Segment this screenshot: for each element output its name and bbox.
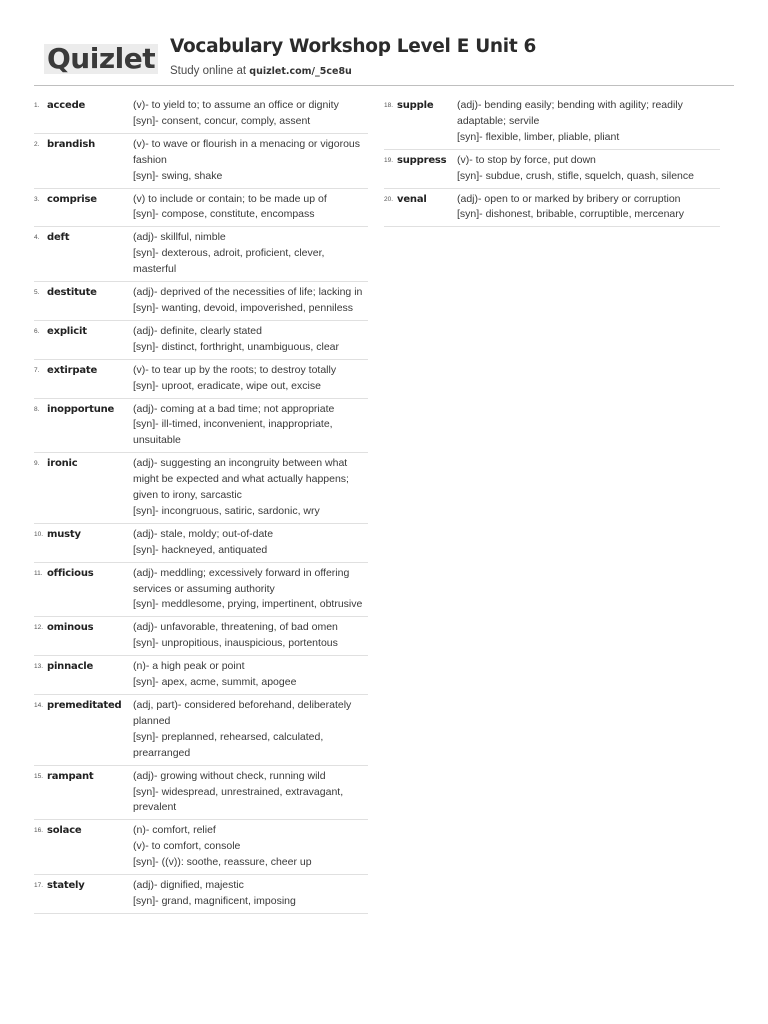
term-word: inopportune (47, 403, 115, 415)
term-number: 19. (384, 156, 394, 164)
term-row (34, 189, 368, 228)
term-definition: (adj)- definite, clearly stated [syn]- distinct, forthright, unambiguous, clear (133, 324, 340, 353)
term-number: 3. (34, 195, 40, 203)
term-word: premeditated (47, 700, 122, 711)
term-word: rampant (47, 770, 94, 782)
term-row (34, 820, 368, 875)
term-row (34, 399, 368, 454)
header-divider (34, 85, 734, 86)
subtitle-prefix: Study online at (170, 65, 250, 77)
term-definition: (adj)- coming at a bad time; not appropriate [syn]- ill-timed, inconvenient, inappropriate, unsuitable (133, 402, 335, 447)
term-number: 11. (34, 569, 43, 577)
term-row (34, 321, 368, 360)
term-word: suppress (397, 154, 447, 166)
term-number: 2. (34, 140, 40, 148)
term-word: extirpate (47, 364, 98, 376)
term-definition: (v) to include or contain; to be made up of [syn]- compose, constitute, encompass (133, 192, 327, 221)
term-row (384, 150, 720, 189)
page-header (34, 36, 734, 86)
term-number: 6. (34, 327, 40, 335)
quizlet-logo: Quizlet (44, 44, 158, 74)
term-definition: (adj)- open to or marked by bribery or corruption [syn]- dishonest, bribable, corruptible, mercenary (457, 192, 685, 221)
term-word: venal (397, 193, 427, 205)
term-word: accede (47, 100, 86, 111)
term-word: explicit (47, 325, 87, 337)
term-word: officious (47, 567, 94, 579)
term-row (34, 282, 368, 321)
study-online-line (170, 65, 352, 77)
term-row (34, 134, 368, 189)
term-definition: (adj)- dignified, majestic [syn]- grand, magnificent, imposing (133, 879, 296, 907)
term-row (34, 360, 368, 399)
term-number: 18. (384, 102, 394, 109)
term-word: deft (47, 232, 70, 244)
term-number: 1. (34, 102, 40, 109)
term-number: 4. (34, 234, 40, 242)
term-definition: (adj)- meddling; excessively forward in offering services or assuming authority [syn]- meddlesome, prying, impertinent, obtrusive (133, 566, 363, 611)
left-term-column (34, 95, 368, 914)
term-row (384, 189, 720, 228)
term-number: 14. (34, 702, 44, 709)
term-word: supple (397, 100, 434, 111)
term-word: pinnacle (47, 661, 94, 673)
term-row (34, 695, 368, 766)
term-definition: (v)- to yield to; to assume an office or dignity [syn]- consent, concur, comply, assent (133, 99, 339, 127)
term-row (34, 617, 368, 656)
term-number: 9. (34, 460, 40, 468)
term-number: 16. (34, 827, 44, 835)
term-row (34, 766, 368, 821)
study-set-link[interactable]: quizlet.com/_5ce8u (249, 66, 352, 77)
term-definition: (adj)- suggesting an incongruity between what might be expected and what actually happens; given to irony, sarcastic [syn]- incongruous, satiric, sardonic, wry (133, 457, 349, 517)
term-definition: (adj)- deprived of the necessities of life; lacking in [syn]- wanting, devoid, impoverished, penniless (133, 286, 363, 314)
term-number: 7. (34, 366, 40, 374)
term-word: musty (47, 528, 81, 540)
page-title: Vocabulary Workshop Level E Unit 6 (170, 36, 537, 57)
term-number: 17. (34, 882, 44, 890)
term-word: comprise (47, 193, 97, 205)
term-definition: (v)- to stop by force, put down [syn]- subdue, crush, stifle, squelch, quash, silence (457, 153, 694, 182)
term-definition: (v)- to tear up by the roots; to destroy totally [syn]- uproot, eradicate, wipe out, excise (133, 363, 337, 392)
term-word: destitute (47, 287, 97, 299)
term-row (34, 563, 368, 618)
term-definition: (n)- comfort, relief (v)- to comfort, console [syn]- ((v)): soothe, reassure, cheer up (133, 824, 312, 869)
term-definition: (adj)- unfavorable, threatening, of bad omen [syn]- unpropitious, inauspicious, portentous (133, 621, 338, 650)
term-number: 10. (34, 530, 44, 538)
term-definition: (adj)- bending easily; bending with agility; readily adaptable; servile [syn]- flexible, limber, pliable, pliant (457, 99, 683, 143)
term-number: 12. (34, 624, 44, 632)
term-word: solace (47, 825, 82, 837)
term-row (34, 875, 368, 914)
term-definition: (adj, part)- considered beforehand, deliberately planned [syn]- preplanned, rehearsed, calculated, prearranged (133, 699, 352, 759)
term-row (34, 95, 368, 134)
term-row (384, 95, 720, 150)
term-definition: (n)- a high peak or point [syn]- apex, acme, summit, apogee (133, 660, 297, 689)
term-definition: (adj)- stale, moldy; out-of-date [syn]- hackneyed, antiquated (133, 527, 274, 556)
right-term-column (384, 95, 720, 227)
term-definition: (adj)- skillful, nimble [syn]- dexterous, adroit, proficient, clever, masterful (133, 231, 325, 276)
term-number: 15. (34, 772, 44, 780)
term-row (34, 656, 368, 695)
term-word: brandish (47, 138, 96, 150)
term-word: ironic (47, 458, 78, 470)
term-row (34, 524, 368, 563)
term-definition: (v)- to wave or flourish in a menacing or vigorous fashion [syn]- swing, shake (133, 137, 361, 182)
term-word: stately (47, 880, 85, 892)
term-number: 13. (34, 663, 44, 671)
term-number: 20. (384, 195, 394, 203)
term-number: 5. (34, 289, 40, 297)
term-row (34, 227, 368, 282)
term-number: 8. (34, 405, 40, 413)
term-row (34, 453, 368, 524)
term-definition: (adj)- growing without check, running wild [syn]- widespread, unrestrained, extravagant, prevalent (133, 769, 344, 814)
term-word: ominous (47, 622, 94, 634)
